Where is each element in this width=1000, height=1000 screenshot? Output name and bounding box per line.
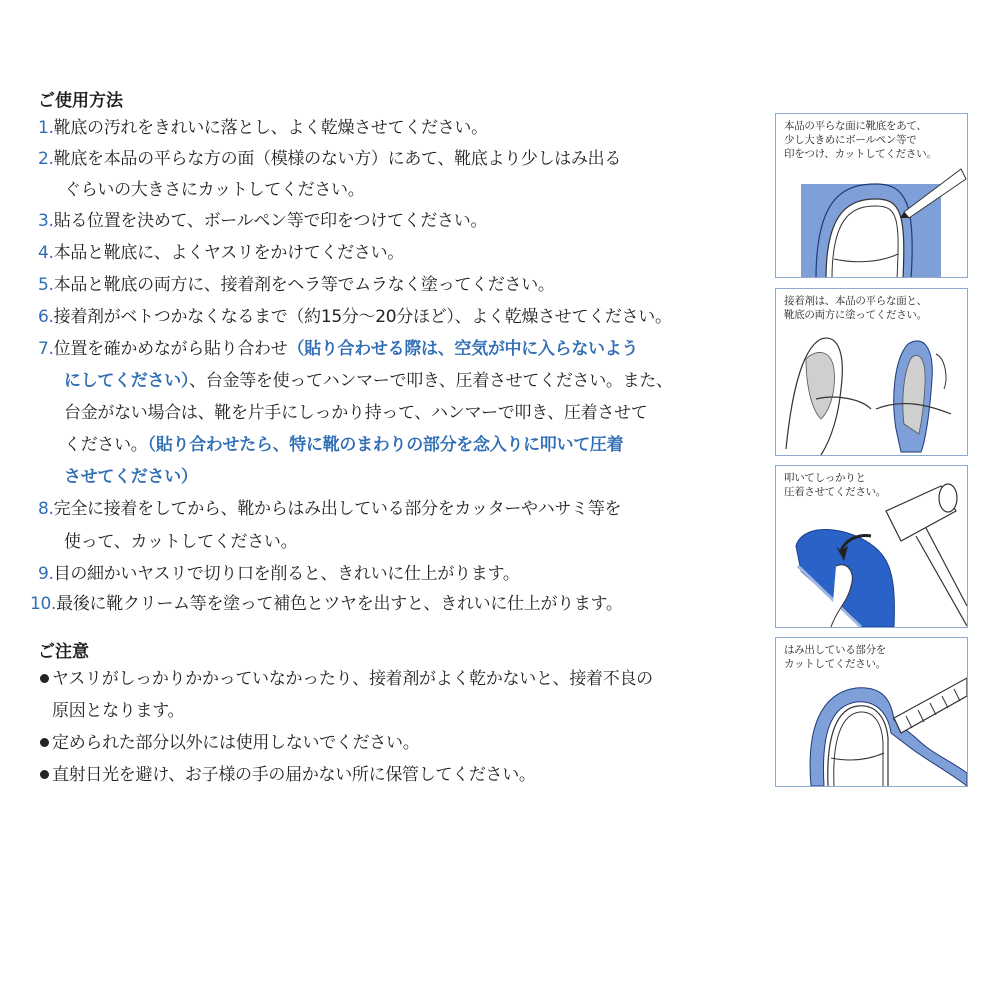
step-1 — [38, 118, 488, 138]
step-8-cont: 使って、カットしてください。 — [64, 532, 298, 552]
step-number: 10. — [30, 594, 57, 614]
step-7-note: （貼り合わせたら、特に靴のまわりの部分を念入りに叩いて圧着 — [147, 435, 624, 455]
caution-text: ヤスリがしっかりかかっていなかったり、接着剤がよく乾かないと、接着不良の — [52, 669, 653, 689]
panel-caption: はみ出している部分を カットしてください。 — [784, 644, 886, 670]
step-text: ください。 — [64, 435, 148, 455]
panel-caption: 本品の平らな面に靴底をあて、 少し大きめにボールペン等で 印をつけ、カットしてください。 — [784, 120, 937, 160]
step-7-note-end: させてください） — [64, 467, 198, 487]
caution-text: 定められた部分以外には使用しないでください。 — [52, 733, 420, 753]
step-7-note: にしてください） — [64, 371, 190, 391]
step-text: 本品と靴底の両方に、接着剤をヘラ等でムラなく塗ってください。 — [53, 275, 555, 295]
step-8 — [38, 499, 621, 519]
caution-item-1 — [38, 669, 653, 689]
step-text: 靴底を本品の平らな方の面（模様のない方）にあて、靴底より少しはみ出る — [53, 149, 622, 169]
step-text: 完全に接着をしてから、靴からはみ出している部分をカッターやハサミ等を — [53, 499, 622, 519]
usage-title: ご使用方法 — [38, 91, 123, 111]
illustration-panel-1 — [775, 113, 968, 278]
step-7-cont-1 — [64, 371, 673, 391]
step-2 — [38, 149, 621, 169]
step-9 — [38, 564, 520, 584]
illustration-panel-2 — [775, 288, 968, 456]
bullet-icon — [40, 770, 49, 779]
caution-item-2 — [38, 733, 419, 753]
step-4 — [38, 243, 404, 263]
step-text: 接着剤がベトつかなくなるまで（約15分〜20分ほど）、よく乾燥させてください。 — [53, 307, 672, 327]
caution-title: ご注意 — [38, 642, 89, 662]
panel-caption: 接着剤は、本品の平らな面と、 靴底の両方に塗ってください。 — [784, 295, 927, 321]
illustration-panel-4 — [775, 637, 968, 787]
step-text: 位置を確かめながら貼り合わせ — [53, 339, 288, 359]
step-number: 4. — [38, 243, 54, 263]
step-number: 3. — [38, 211, 54, 231]
illustration-panel-3 — [775, 465, 968, 628]
panel-caption: 叩いてしっかりと 圧着させてください。 — [784, 472, 886, 498]
caution-item-3 — [38, 765, 536, 785]
step-number: 7. — [38, 339, 54, 359]
step-text: 最後に靴クリーム等を塗って補色とツヤを出すと、きれいに仕上がります。 — [56, 594, 623, 614]
step-10 — [30, 594, 623, 614]
step-number: 1. — [38, 118, 54, 138]
step-number: 2. — [38, 149, 54, 169]
step-number: 9. — [38, 564, 54, 584]
step-7-cont-2: 台金がない場合は、靴を片手にしっかり持って、ハンマーで叩き、圧着させて — [64, 403, 648, 423]
bullet-icon — [40, 674, 49, 683]
step-text: 本品と靴底に、よくヤスリをかけてください。 — [53, 243, 404, 263]
step-7-note: （貼り合わせる際は、空気が中に入らないよう — [287, 339, 639, 359]
step-2-cont: ぐらいの大きさにカットしてください。 — [64, 180, 365, 200]
step-7-cont-3 — [64, 435, 623, 455]
step-text: 靴底の汚れをきれいに落とし、よく乾燥させてください。 — [53, 118, 488, 138]
step-number: 8. — [38, 499, 54, 519]
step-7 — [38, 339, 638, 359]
step-text: 目の細かいヤスリで切り口を削ると、きれいに仕上がります。 — [53, 564, 520, 584]
step-text: 、台金等を使ってハンマーで叩き、圧着させてください。また、 — [189, 371, 673, 391]
step-number: 5. — [38, 275, 54, 295]
step-6 — [38, 307, 672, 327]
caution-item-1-cont: 原因となります。 — [52, 701, 185, 721]
step-3 — [38, 211, 487, 231]
step-number: 6. — [38, 307, 54, 327]
step-text: 貼る位置を決めて、ボールペン等で印をつけてください。 — [53, 211, 488, 231]
bullet-icon — [40, 738, 49, 747]
caution-text: 直射日光を避け、お子様の手の届かない所に保管してください。 — [52, 765, 536, 785]
step-5 — [38, 275, 555, 295]
